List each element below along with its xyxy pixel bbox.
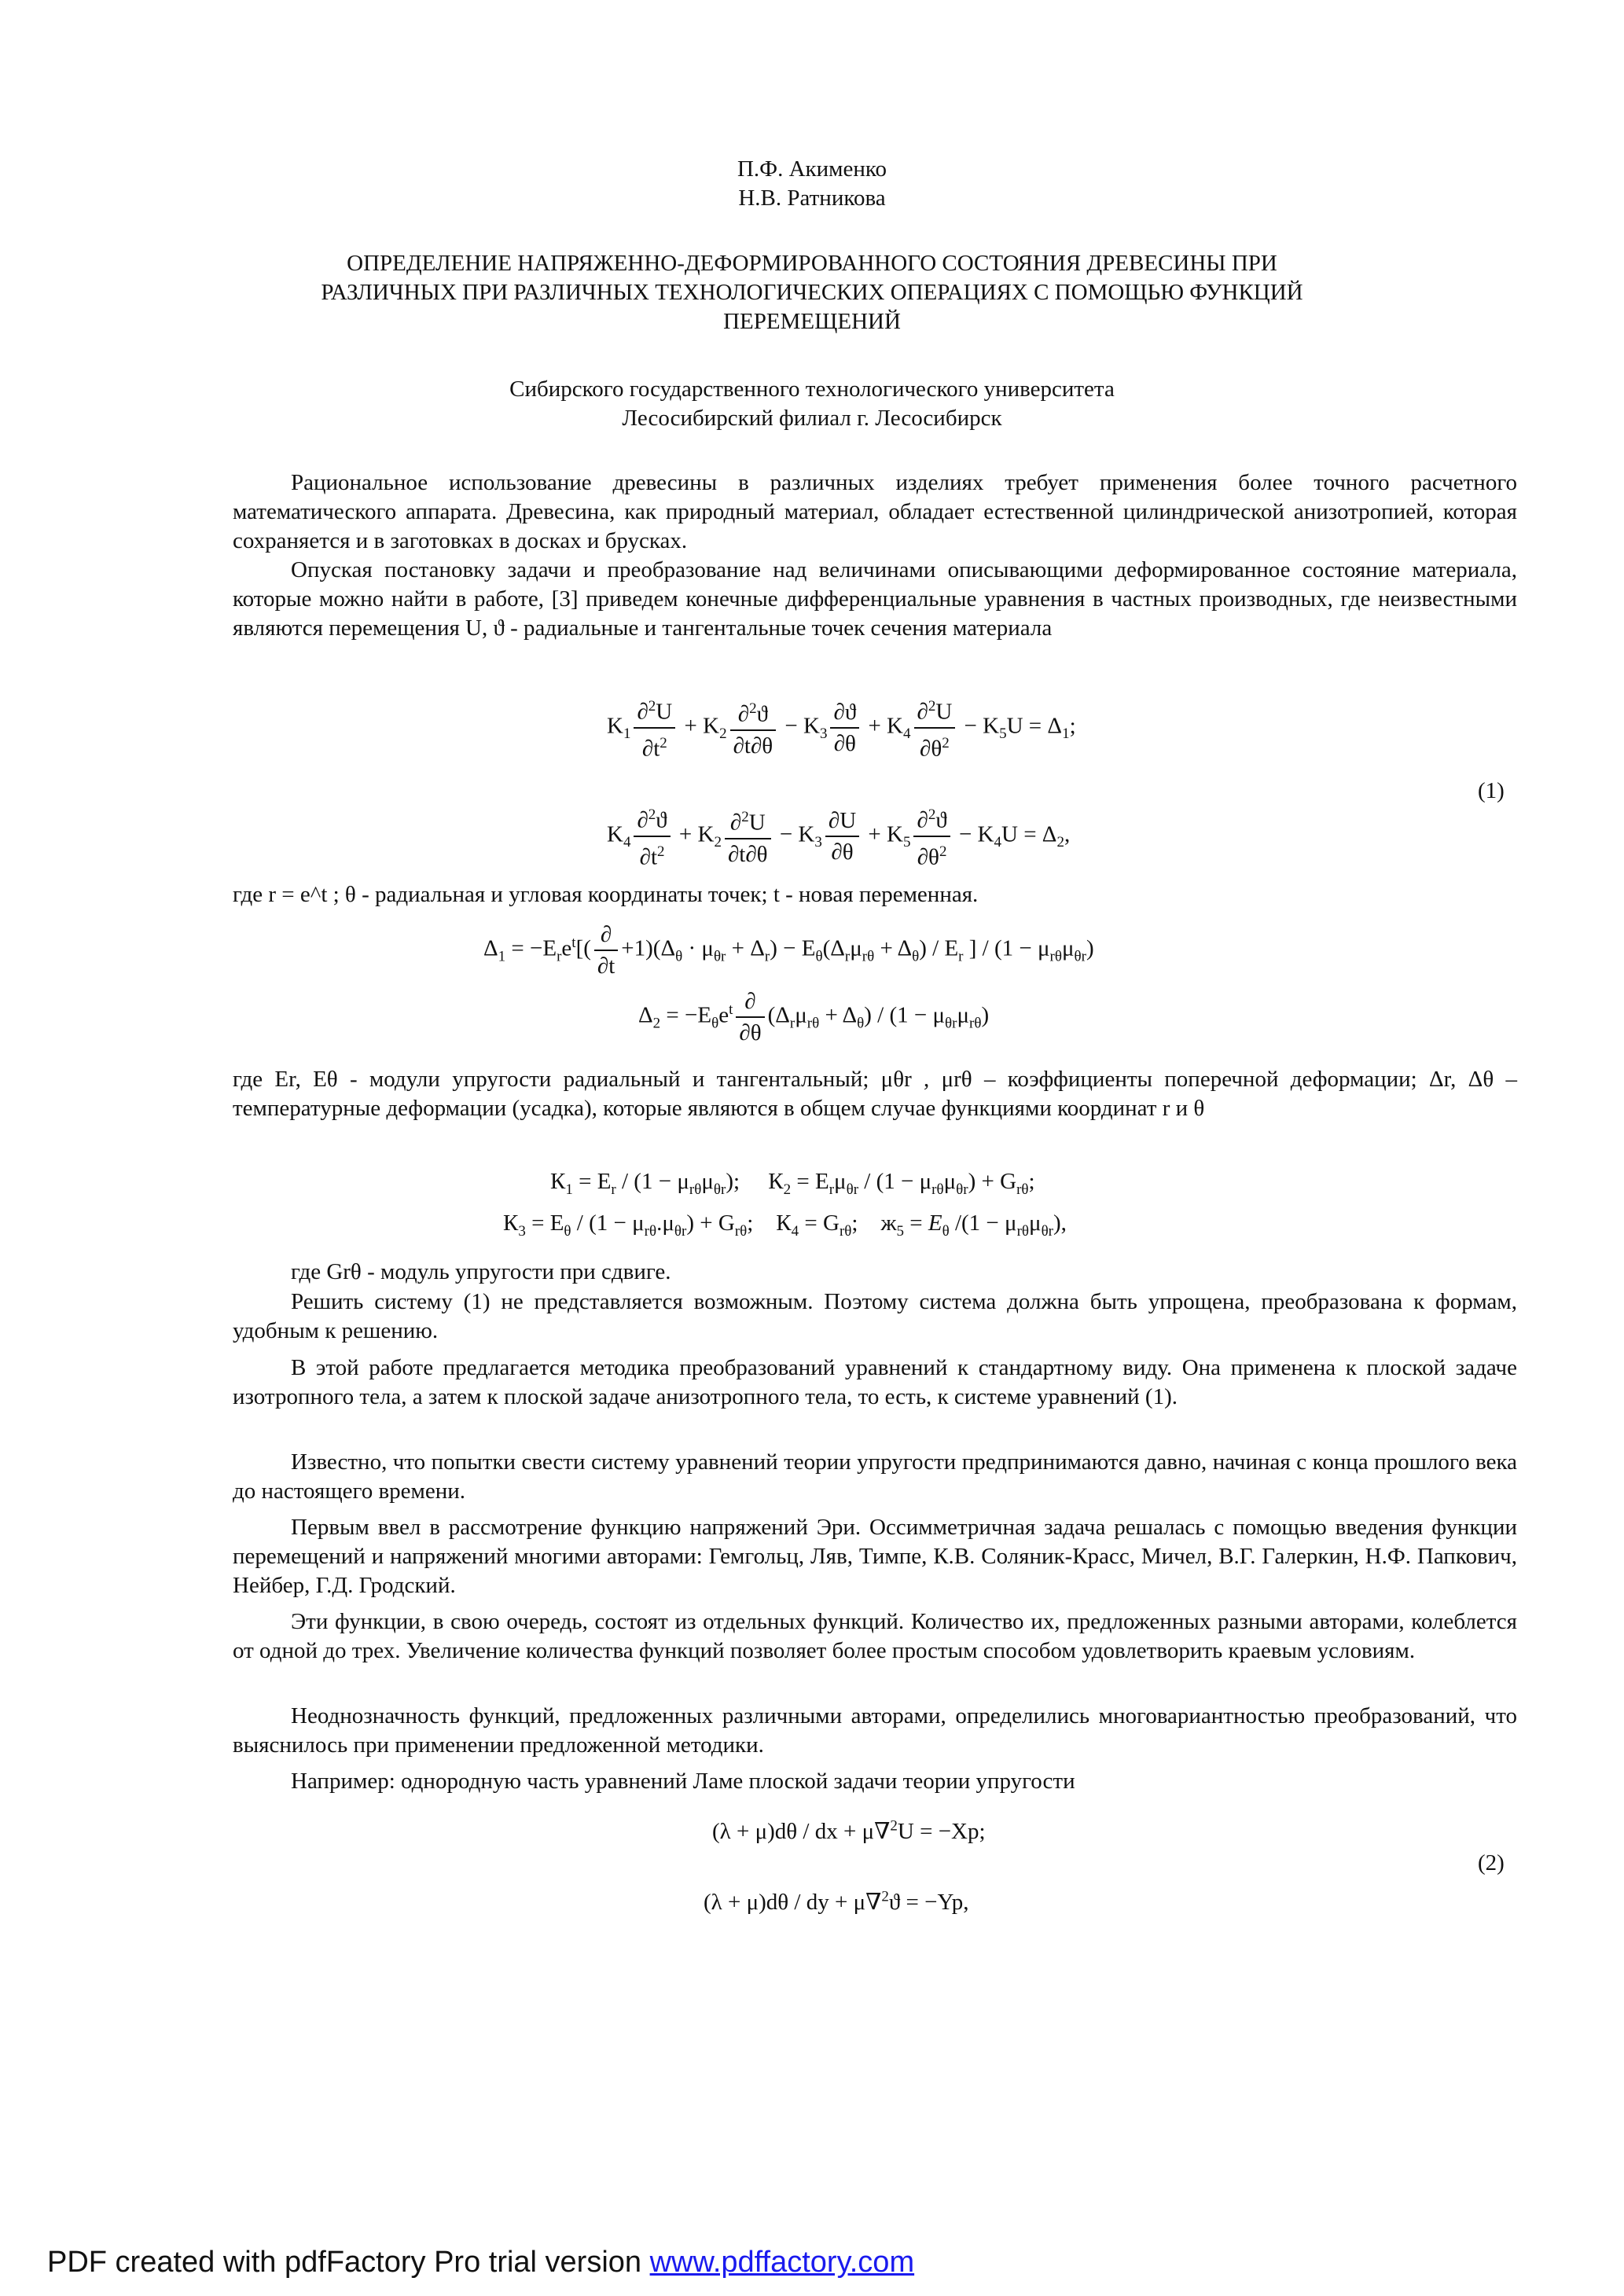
- paragraph-9: Первым ввел в рассмотрение функцию напряжений Эри. Оссимметричная задача решалась с помощью введения функции перемещений и напряжений многими авторами: Гемгольц, Ляв, Тимпе, К.В. Соляник-Красс, Мичел, В.Г. Галеркин, Н.Ф. Папкович, Нейбер, Г.Д. Гродский.: [233, 1515, 1517, 1598]
- equation-delta-2: $\Delta_2 = -E_\theta e^t$ $\frac{\partial}{\partial\theta}$ $(\Delta_r\mu_{r\theta} + \Delta_\theta) / (1 - \mu_{\theta r}\mu_{r\theta})$: [638, 986, 989, 1048]
- paragraph-7: В этой работе предлагается методика преобразований уравнений к стандартному виду. Она применена к плоской задаче изотропного тела, а затем к плоской задаче анизотропного тела, то есть, к системе уравнений (1).: [233, 1355, 1517, 1409]
- paragraph-6: Решить систему (1) не представляется возможным. Поэтому система должна быть упрощена, преобразована к формам, удобным к решению.: [233, 1289, 1517, 1343]
- equation-1b: $K_4$ $\frac{\partial^2ϑ}{\partial t^2}$ + $K_2$ $\frac{\partial^2U}{\partial t\partial\theta}$ − $K_3$ $\frac{\partial U}{\partial\theta}$ + $K_5$ $\frac{\partial^2ϑ}{\partial\theta^2}$ − $K_4U = \Delta_2$,: [607, 800, 1070, 872]
- equation-number-2: (2): [1478, 1850, 1505, 1875]
- title-line-1: ОПРЕДЕЛЕНИЕ НАПРЯЖЕННО-ДЕФОРМИРОВАННОГО СОСТОЯНИЯ ДРЕВЕСИНЫ ПРИ: [347, 251, 1277, 276]
- author-1: П.Ф. Акименко: [737, 156, 887, 182]
- paragraph-8: Известно, что попытки свести систему уравнений теории упругости предпринимаются давно, начиная с конца прошлого века до настоящего времени.: [233, 1449, 1517, 1504]
- pdf-footer: [47, 2246, 914, 2279]
- footer-link[interactable]: www.pdffactory.com: [649, 2246, 915, 2279]
- paragraph-4: где Er, Eθ - модули упругости радиальный и тангентальный; μθr , μrθ – коэффициенты поперечной деформации; Δr, Δθ – температурные деформации (усадка), которые являются в общем случае функциями координат r и θ: [233, 1067, 1517, 1121]
- affiliation-line-2: Лесосибирский филиал г. Лесосибирск: [622, 406, 1002, 431]
- paragraph-10: Эти функции, в свою очередь, состоят из отдельных функций. Количество их, предложенных разными авторами, колеблется от одной до трех. Увеличение количества функций позволяет более простым способом удовлетворить краевым условиям.: [233, 1609, 1517, 1663]
- paragraph-12: Например: однородную часть уравнений Ламе плоской задачи теории упругости: [291, 1769, 1075, 1794]
- equation-number-1: (1): [1478, 778, 1505, 803]
- paragraph-2: Опуская постановку задачи и преобразование над величинами описывающими деформированное состояние материала, которые можно найти в работе, [3] приведем конечные дифференциальные уравнения в частных производных, где неизвестными являются перемещения U, ϑ - радиальные и тангентальные точек сечения материала: [233, 557, 1517, 641]
- equation-delta-1: $\Delta_1 = -E_re^t$[( $\frac{\partial}{\partial t}$ $+1)(\Delta_\theta \cdot \mu_{\theta r} + \Delta_r) - E_\theta(\Delta_r\mu_{r\theta} + \Delta_\theta) / E_r$ ] / $(1 - \mu_{r\theta}\mu_{\theta r})$: [483, 920, 1094, 981]
- paragraph-3: где r = e^t ; θ - радиальная и угловая координаты точек; t - новая переменная.: [233, 882, 979, 907]
- paragraph-11: Неоднозначность функций, предложенных различными авторами, определились многовариантностью преобразований, что выяснилось при применении предложенной методики.: [233, 1703, 1517, 1758]
- title-line-2: РАЗЛИЧНЫХ ПРИ РАЗЛИЧНЫХ ТЕХНОЛОГИЧЕСКИХ ОПЕРАЦИЯХ С ПОМОЩЬЮ ФУНКЦИЙ: [321, 280, 1303, 305]
- equation-k-2: $К_3 = E_\theta / (1 - \mu_{r\theta}.\mu_{\theta r}) + G_{r\theta}$; $К_4 = G_{r\theta}$; $ж_5 = E_\theta$ $/(1 - \mu_{r\theta}\mu_{\theta r})$,: [503, 1210, 1067, 1240]
- paragraph-5: где Grθ - модуль упругости при сдвиге.: [291, 1259, 671, 1284]
- author-2: Н.В. Ратникова: [738, 186, 886, 211]
- footer-text: PDF created with pdfFactory Pro trial version: [47, 2246, 650, 2279]
- paragraph-1: Рациональное использование древесины в различных изделиях требует применения более точного расчетного математического аппарата. Древесина, как природный материал, обладает естественной цилиндрической анизотропией, которая сохраняется и в заготовках в досках и брусках.: [233, 470, 1517, 553]
- equation-2a: (λ + μ)dθ / dx + μ∇$^2$U = −Xp;: [712, 1817, 986, 1844]
- equation-2b: (λ + μ)dθ / dy + μ∇$^2$ϑ = −Yp,: [704, 1888, 969, 1915]
- equation-k-1: $К_1 = E_r / (1 - \mu_{r\theta}\mu_{\theta r})$; $К_2 = E_r\mu_{\theta r} / (1 - \mu_{r\theta}\mu_{\theta r}) + G_{r\theta}$;: [550, 1169, 1035, 1198]
- title-line-3: ПЕРЕМЕЩЕНИЙ: [723, 309, 901, 334]
- affiliation-line-1: Сибирского государственного технологического университета: [509, 377, 1115, 402]
- equation-1a: $K_1$ $\frac{\partial^2U}{\partial t^2}$ + $K_2$ $\frac{\partial^2ϑ}{\partial t\partial\theta}$ − $K_3$ $\frac{\partial ϑ}{\partial\theta}$ + $K_4$ $\frac{\partial^2U}{\partial\theta^2}$ − $K_5U = \Delta_1$;: [607, 692, 1076, 763]
